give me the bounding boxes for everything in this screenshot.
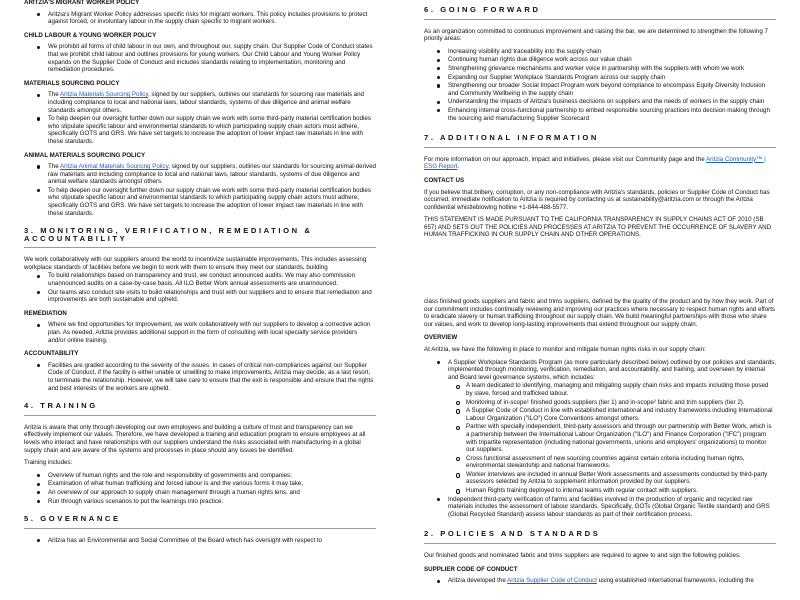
continuation-text: class finished goods suppliers and fabric and trims suppliers, defined by the quality of the product and by how they work. Part of our commitment includes continually reviewing and improving our practices where necessary to respect human rights and efforts to eradicate slavery or human trafficking throughout our supply chain. We build meaningful partnerships with those who share our values, and work to develop long-lasting improvements that extend throughout our supply chain. bbox=[424, 298, 776, 328]
contact-us-heading: CONTACT US bbox=[424, 176, 465, 184]
list-item: The Aritzia Animal Materials Sourcing Policy, signed by our suppliers, outlines our standards for sourcing animal-derived raw materials and including compliance to local and national laws, labour standards, systems of due diligence and animal welfare standards amongst others. bbox=[48, 163, 377, 186]
supplier-code-link[interactable]: Aritzia Supplier Code of Conduct bbox=[507, 577, 597, 585]
sub-list-item: Worker interviews are included in annual Better Work assessments and assessments conducted by third-party assessors selected by Aritzia to supplement information provided by our suppliers. bbox=[466, 471, 776, 486]
esg-report-link[interactable]: Aritzia Community™ | ESG Report bbox=[424, 155, 766, 171]
sub-list-item: A Supplier Code of Conduct in line with established international and industry frameworks including International Labour Organization ("ILO") Core Conventions amongst others. bbox=[466, 407, 776, 422]
list-item: Strengthening grievance mechanisms and worker voice in partnership with the suppliers with whom we work bbox=[448, 65, 776, 73]
list-item: Facilities are graded according to the severity of the issues. In cases of critical non-compliances against our Supplier Code of Conduct, if the facility is either unable or unwilling to make improvements, Aritzia may decide, as a last resort, to terminate the relationship. However, we will take care to ensure that the exit is responsible and ensure that the rights and best interests of the workers are upheld. bbox=[48, 362, 376, 392]
remediation-heading: REMEDIATION bbox=[24, 309, 67, 317]
list-item: To build relationships based on transparency and trust, we conduct announced audits. We may also commission unannounced audits on a case-by-case basis. All ILO Better Work annual assessments are unannounced. bbox=[48, 272, 376, 287]
list-item: Continuing human rights due diligence work across our value chain bbox=[448, 56, 776, 64]
section-2-intro: Our finished goods and nominated fabric and trims suppliers are required to agree to and sign the following policies: bbox=[424, 552, 741, 560]
list-item: Examination of what human trafficking and forced labour is and the various forms it may take, bbox=[48, 480, 376, 488]
animal-materials-list bbox=[24, 163, 376, 217]
animal-materials-policy-link[interactable]: Aritzia Animal Materials Sourcing Policy bbox=[60, 163, 169, 171]
section-3-list bbox=[24, 272, 376, 303]
right-top-column bbox=[424, 0, 776, 262]
list-item: Aritzia's Migrant Worker Policy addresses specific risks for migrant workers. This policy includes provisions to protect against forced, or involuntary labour in the supply chain specific to migrant workers. bbox=[48, 11, 376, 26]
list-item: Aritzia developed the Aritzia Supplier Code of Conduct using established international frameworks, including the bbox=[448, 577, 776, 585]
list-item: Strengthening our broader Social Impact Program work beyond compliance to encompass Equity Diversity Inclusion and Community Wellbeing in the supply chain bbox=[448, 82, 776, 97]
overview-heading: OVERVIEW bbox=[424, 334, 458, 342]
section-6-intro: As an organization committed to continuous improvement and raising the bar, we are determined to strengthen the following 7 priority areas: bbox=[424, 27, 768, 43]
list-item: To help deepen our oversight further down our supply chain we work with some third-party material certification bodies who stipulate specific labour and environmental standards to which participating supply chain actors must adhere, specifically GOTS and GRS. We have set targets to increase the adoption of lower impact raw materials in line with these standards. bbox=[48, 187, 376, 217]
list-item: Where we find opportunities for improvement, we work collaboratively with our suppliers to develop a corrective action plan. As needed, Aritzia provides additional support in the form of consulting with local specialty service providers and/or online training. bbox=[48, 321, 376, 344]
california-act-statement: THIS STATEMENT IS MADE PURSUANT TO THE CALIFORNIA TRANSPARENCY IN SUPPLY CHAINS ACT OF 2010 (SB 657) AND SETS OUT THE POLICIES AND PROCESSES AT ARITZIA TO PREVENT THE OCCURRENCE OF SLAVERY AND HUMAN TRAFFICKING IN OUR SUPPLY CHAIN AND OTHER OPERATIONS. bbox=[424, 216, 772, 239]
list-item: Enhancing internal cross-functional partnership to embed responsible sourcing practices into decision making through the sourcing and manufacturing Supplier Scorecard bbox=[448, 107, 776, 122]
list-item: Independent third-party verification of farms and facilities involved in the production of organic and recycled raw materials includes the assessment of labour standards. Specifically, GOTs (Global Organic Textile standard) and GRS (Global Recycled Standard) assess labour standards as part of their certification process. bbox=[448, 496, 776, 519]
list-item: Overview of human rights and the role and responsibility of governments and companies; bbox=[48, 472, 376, 480]
supplier-code-list bbox=[424, 577, 776, 585]
sub-list-item: Human Rights training deployed to internal teams with regular contact with suppliers. bbox=[466, 487, 776, 495]
list-item: Understanding the impacts of Aritzia's business decisions on suppliers and the needs of workers in the supply chain bbox=[448, 98, 776, 106]
left-column bbox=[24, 0, 376, 600]
section-4-title: 4. TRAINING bbox=[24, 402, 376, 416]
list-item: Expanding our Supplier Workplace Standards Program across our supply chain bbox=[448, 74, 776, 82]
section-3-intro: We work collaboratively with our suppliers around the world to incentivize sustainable improvements. This includes assessing workplace standards of facilities before we begin to work with them to ensure they meet our standards, building bbox=[24, 256, 367, 272]
sub-list-item: Monitoring of in-scope¹ finished goods suppliers (tier 1) and in-scope² fabric and trim suppliers (tier 2). bbox=[466, 399, 776, 407]
list-item: The Aritzia Materials Sourcing Policy, signed by our suppliers, outlines our standards for sourcing raw materials and including compliance to local and national laws, labour standards, systems of due diligence and animal welfare standards amongst others. bbox=[48, 91, 376, 114]
accountability-heading: ACCOUNTABILITY bbox=[24, 350, 79, 358]
sub-list-item: Cross functional assessment of new sourcing countries against certain criteria including human rights, environmental stewardship and national frameworks. bbox=[466, 455, 776, 470]
sub-list-item: Partner with specially independent, third-party assessors and through our partnership with Better Work, which is a partnership between the International Labour Organization ("ILO") and Finance Corporation ("IFC") program with tripartite representation (including national governments, unions and employers' organizations) to monitor our suppliers. bbox=[466, 423, 776, 453]
child-labour-policy-heading: CHILD LABOUR & YOUNG WORKER POLICY bbox=[24, 31, 157, 39]
overview-intro: At Aritzia, we have the following in place to monitor and mitigate human rights risks in our supply chain: bbox=[424, 345, 706, 353]
list-item: An overview of our approach to supply chain management through a human rights lens, and bbox=[48, 489, 376, 497]
contact-text: If you believe that bribery, corruption, or any non-compliance with Aritzia's standards, policies or Supplier Code of Conduct has occurred, immediate notification to Aritzia is required by contacting us at sustainability@aritzia.com or through the Aritzia confidential whistleblowing hotline +1-844-488-5577. bbox=[424, 188, 770, 211]
list-item: We prohibit all forms of child labour in our own, and throughout our, supply chain. Our Supplier Code of Conduct states that we prohibit child labour and outlines provisions for young workers. Our Child Labour and Young Worker Policy expands on the Supplier Code of Conduct and includes standards relating to implementation, monitoring and remediation procedures. bbox=[48, 43, 376, 73]
section-4-intro: Aritzia is aware that only through developing our own employees and building a culture of trust and transparency can we effectively implement our values. Therefore, we have developed a training and education program to ensure employees at all levels who interact and have relationships with our suppliers understand the risks associated with manufacturing in a global supply chain and are aware of the systems and processes in place should any issues be identified. bbox=[24, 423, 366, 454]
training-list bbox=[24, 472, 376, 505]
section-2-title: 2. POLICIES AND STANDARDS bbox=[424, 530, 776, 544]
list-item: Increasing visibility and traceability into the supply chain bbox=[448, 48, 776, 56]
list-item: Our teams also conduct site visits to build relationships and trust with our suppliers and to ensure that remediation and improvements are both sustainable and upheld. bbox=[48, 289, 376, 304]
materials-sourcing-policy-link[interactable]: Aritzia Materials Sourcing Policy bbox=[60, 91, 148, 99]
section-6-title: 6. GOING FORWARD bbox=[424, 6, 776, 20]
section-3-title: 3. MONITORING, VERIFICATION, REMEDIATION & ACCOUNTABILITY bbox=[24, 227, 376, 248]
supplier-code-heading: SUPPLIER CODE OF CONDUCT bbox=[424, 565, 518, 573]
list-item: To help deepen our oversight further down our supply chain we work with some third-party material certification bodies who stipulate specific labour and environmental standards to which participating supply chain actors must adhere, specifically GOTS and GRS. We have set targets to increase the adoption of lower impact raw materials in line with these standards. bbox=[48, 115, 376, 145]
section-5-title: 5. GOVERNANCE bbox=[24, 515, 376, 529]
list-item: A Supplier Workplace Standards Program (as more particularly described below) outlined by our policies and standards, implemented through monitoring, verification, remediation, and accountability, and training, and overseen by internal and Board level governance systems, which includes: A team dedicated to identifying, managing and mitigating supply chain risks and impacts including those posed by slave, forced and trafficked labour. Monitoring of in-scope¹ finished goods suppliers (tier 1) and in-scope² fabric and trim suppliers (tier 2). A Supplier Code of Conduct in line with established international and industry frameworks including International Labour Organization ("ILO") Core Conventions amongst others. Partner with specially independent, third-party assessors and through our partnership with Better Work, which is a partnership between the International Labour Organization ("ILO") and Finance Corporation ("IFC") program with tripartite representation (including national governments, unions and employers' organizations) to monitor our suppliers. Cross functional assessment of new sourcing countries against certain criteria including human rights, environmental stewardship and national frameworks. Worker interviews are included in annual Better Work assessments and assessments conducted by third-party assessors selected by Aritzia to supplement information provided by our suppliers. Human Rights training deployed to internal teams with regular contact with suppliers. bbox=[448, 358, 776, 495]
section-7-title: 7. ADDITIONAL INFORMATION bbox=[424, 134, 776, 148]
accountability-list bbox=[24, 362, 376, 392]
remediation-list bbox=[24, 321, 376, 344]
list-item: Run through various scenarios to put the learnings into practice. bbox=[48, 498, 376, 506]
overview-list bbox=[424, 359, 776, 519]
governance-list bbox=[24, 537, 376, 545]
migrant-worker-policy-heading: ARITZIA'S MIGRANT WORKER POLICY bbox=[24, 0, 140, 6]
materials-sourcing-list bbox=[24, 91, 376, 145]
additional-info-text: For more information on our approach, impact and initiatives, please visit our Community page and the Aritzia Community™ | ESG Report. bbox=[424, 155, 766, 171]
program-sub-list bbox=[448, 382, 776, 494]
materials-sourcing-heading: MATERIALS SOURCING POLICY bbox=[24, 79, 120, 87]
priority-areas-list bbox=[424, 48, 776, 122]
right-bottom-column bbox=[424, 298, 776, 600]
animal-materials-heading: ANIMAL MATERIALS SOURCING POLICY bbox=[24, 151, 146, 159]
training-includes-label: Training includes: bbox=[24, 459, 73, 467]
migrant-policy-list bbox=[24, 11, 376, 26]
child-labour-list bbox=[24, 43, 376, 73]
sub-list-item: A team dedicated to identifying, managing and mitigating supply chain risks and impacts including those posed by slave, forced and trafficked labour. bbox=[466, 382, 776, 397]
list-item: Aritzia has an Environmental and Social Committee of the Board which has oversight with respect to bbox=[48, 537, 376, 545]
